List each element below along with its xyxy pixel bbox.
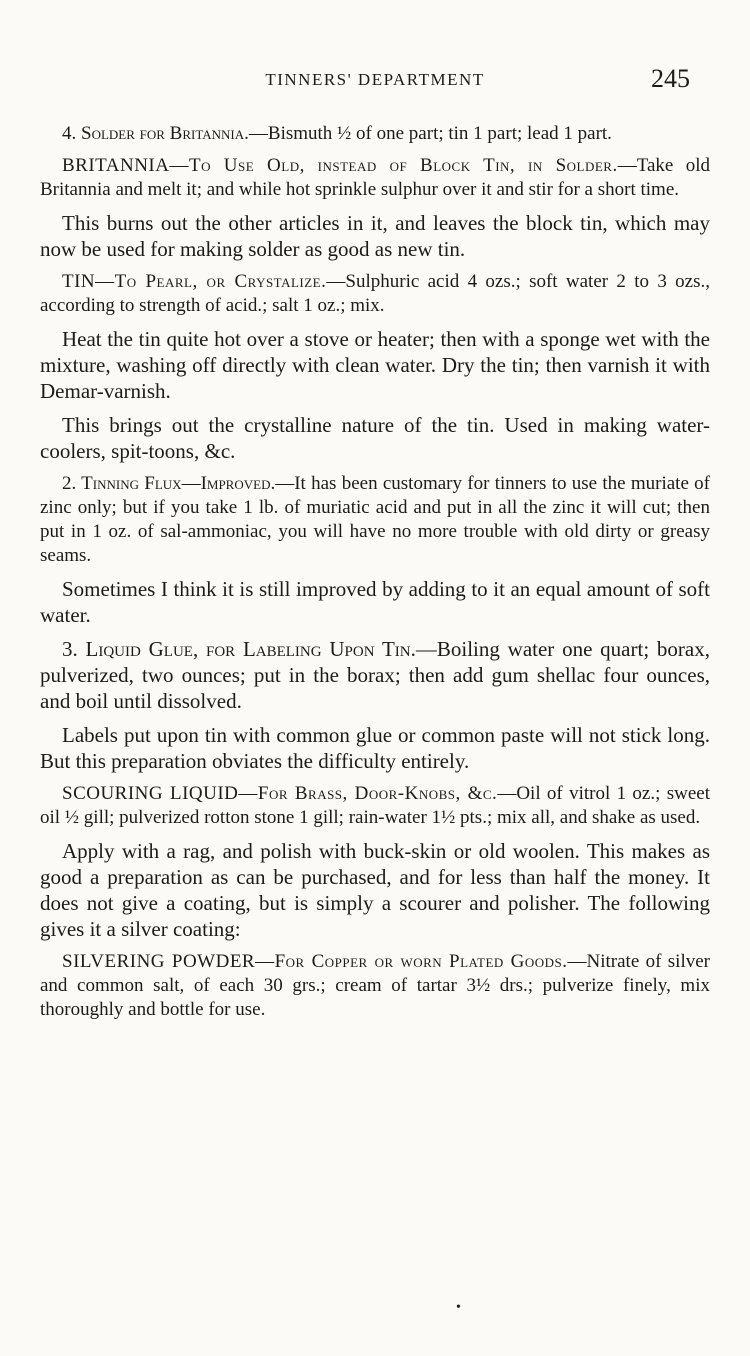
recipe-heading: TIN—To Pearl, or Crystalize. bbox=[62, 271, 327, 292]
body-text bbox=[40, 122, 710, 1030]
recipe-heading: BRITANNIA—To Use Old, instead of Block Tin, in Solder. bbox=[62, 155, 618, 176]
paragraph bbox=[40, 412, 710, 464]
paragraph bbox=[40, 210, 710, 262]
recipe-scouring-liquid bbox=[40, 782, 710, 830]
paragraph bbox=[40, 838, 710, 942]
paragraph-text: Sometimes I think it is still improved by adding to it an equal amount of soft water. bbox=[40, 577, 710, 627]
recipe-text: —Sulphuric acid 4 ozs.; soft water 2 to 3 ozs., according to strength of acid.; salt 1 oz.; mix. bbox=[40, 271, 711, 316]
recipe-tinning-flux bbox=[40, 472, 710, 568]
recipe-liquid-glue bbox=[40, 636, 710, 714]
ink-speck: • bbox=[456, 1300, 461, 1315]
paragraph-text: Apply with a rag, and polish with buck-skin or old woolen. This makes as good a preparation as can be purchased, and for less than half the money. It does not give a coating, but is simply a scourer and polisher. The following gives it a silver coating: bbox=[40, 839, 710, 941]
paragraph bbox=[40, 722, 710, 774]
recipe-heading: SCOURING LIQUID—For Brass, Door-Knobs, &c. bbox=[62, 783, 498, 804]
recipe-text: —Take old Britannia and melt it; and while hot sprinkle sulphur over it and stir for a short time. bbox=[40, 155, 710, 200]
recipe-silvering-powder bbox=[40, 950, 710, 1022]
recipe-heading: SILVERING POWDER—For Copper or worn Plated Goods. bbox=[62, 951, 568, 972]
recipe-solder-britannia bbox=[40, 122, 710, 146]
page-number: 245 bbox=[651, 64, 690, 93]
paragraph bbox=[40, 576, 710, 628]
recipe-heading: 4. Solder for Britannia. bbox=[62, 123, 249, 144]
running-head bbox=[0, 64, 750, 100]
recipe-text: —Nitrate of silver and common salt, of each 30 grs.; cream of tartar 3½ drs.; pulverize finely, mix thoroughly and bottle for use. bbox=[40, 951, 710, 1020]
recipe-britannia-old bbox=[40, 154, 710, 202]
recipe-heading: 2. Tinning Flux—Improved. bbox=[62, 473, 276, 494]
recipe-text: —Oil of vitrol 1 oz.; sweet oil ½ gill; pulverized rotton stone 1 gill; rain-water 1½ pts.; mix all, and shake as used. bbox=[40, 783, 710, 828]
paragraph bbox=[40, 326, 710, 404]
recipe-heading: 3. Liquid Glue, for Labeling Upon Tin. bbox=[62, 637, 416, 661]
paragraph-text: This brings out the crystalline nature of the tin. Used in making water-coolers, spit-toons, &c. bbox=[40, 413, 710, 463]
recipe-text: —Bismuth ½ of one part; tin 1 part; lead 1 part. bbox=[248, 123, 612, 144]
recipe-text: —It has been customary for tinners to use the muriate of zinc only; but if you take 1 lb. of muriatic acid and put in all the zinc it will cut; then put in 1 oz. of sal-ammoniac, you will have no more trouble with old dirty or greasy seams. bbox=[40, 473, 710, 566]
recipe-text: —Boiling water one quart; borax, pulverized, two ounces; put in the borax; then add gum shellac four ounces, and boil until dissolved. bbox=[40, 637, 710, 713]
running-title: TINNERS' DEPARTMENT bbox=[265, 70, 485, 89]
paragraph-text: This burns out the other articles in it, and leaves the block tin, which may now be used for making solder as good as new tin. bbox=[40, 211, 710, 261]
recipe-tin-pearl bbox=[40, 270, 710, 318]
paragraph-text: Labels put upon tin with common glue or common paste will not stick long. But this preparation obviates the difficulty entirely. bbox=[40, 723, 710, 773]
paragraph-text: Heat the tin quite hot over a stove or heater; then with a sponge wet with the mixture, washing off directly with clean water. Dry the tin; then varnish it with Demar-varnish. bbox=[40, 327, 710, 403]
